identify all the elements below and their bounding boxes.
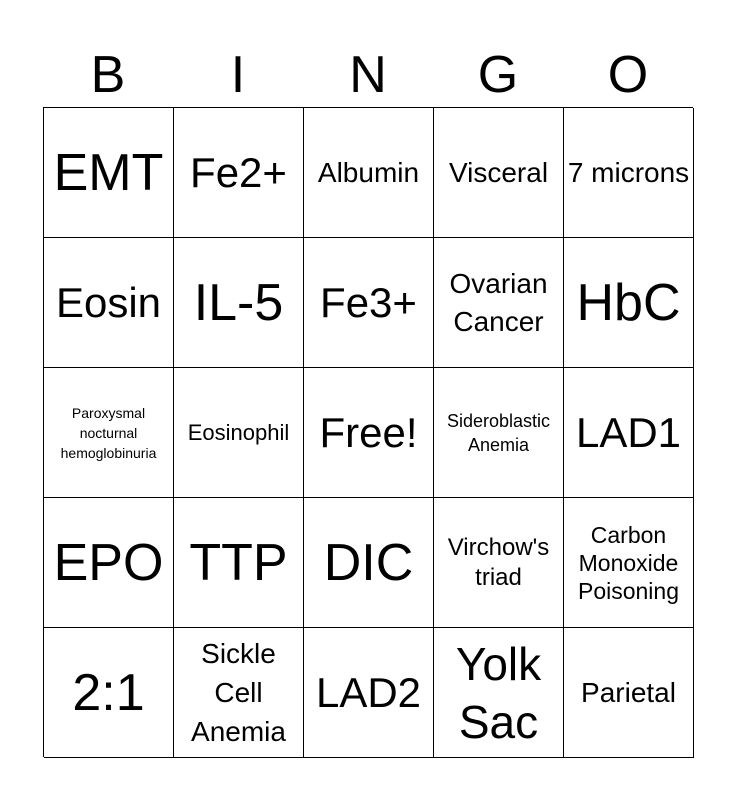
- bingo-cell[interactable]: [304, 498, 434, 628]
- cell-text: TTP: [189, 533, 288, 592]
- bingo-cell[interactable]: [304, 108, 434, 238]
- cell-text: Paroxysmal nocturnal hemoglobinuria: [60, 404, 157, 461]
- cell-text: EPO: [53, 533, 164, 592]
- cell-text: Carbon Monoxide Poisoning: [577, 521, 680, 604]
- bingo-header: [43, 44, 693, 106]
- bingo-cell[interactable]: [434, 108, 564, 238]
- bingo-cell[interactable]: [174, 108, 304, 238]
- bingo-cell[interactable]: [174, 368, 304, 498]
- cell-text: Ovarian Cancer: [449, 267, 548, 337]
- header-letter-n: N: [349, 46, 387, 104]
- bingo-cell[interactable]: [44, 238, 174, 368]
- cell-text: 7 microns: [567, 156, 690, 188]
- cell-text: LAD1: [575, 408, 682, 456]
- bingo-cell[interactable]: [564, 498, 694, 628]
- bingo-cell[interactable]: [174, 238, 304, 368]
- bingo-cell[interactable]: [434, 368, 564, 498]
- cell-text: IL-5: [193, 273, 284, 332]
- cell-text: HbC: [576, 273, 681, 332]
- cell-text: Albumin: [317, 156, 420, 188]
- bingo-cell[interactable]: [564, 108, 694, 238]
- bingo-cell[interactable]: [434, 238, 564, 368]
- cell-text: EMT: [53, 143, 164, 202]
- cell-text: Eosin: [55, 278, 162, 326]
- cell-text: Parietal: [581, 677, 676, 708]
- bingo-cell[interactable]: [44, 108, 174, 238]
- header-letter-b: B: [90, 46, 126, 104]
- bingo-cell[interactable]: [434, 498, 564, 628]
- bingo-cell[interactable]: [44, 628, 174, 758]
- bingo-cell[interactable]: [304, 238, 434, 368]
- cell-text: Fe3+: [320, 278, 417, 326]
- header-letter-o: O: [607, 46, 649, 104]
- cell-text: Sideroblastic Anemia: [446, 410, 551, 455]
- bingo-cell[interactable]: [304, 628, 434, 758]
- cell-text: Eosinophil: [187, 419, 290, 445]
- bingo-cell[interactable]: [44, 368, 174, 498]
- cell-text: Fe2+: [190, 148, 287, 196]
- bingo-cell[interactable]: [564, 238, 694, 368]
- bingo-cell[interactable]: [434, 628, 564, 758]
- cell-text: 2:1: [72, 663, 145, 722]
- cell-text: Yolk Sac: [455, 637, 542, 748]
- cell-text: LAD2: [315, 668, 422, 716]
- cell-text: Virchow's triad: [447, 533, 550, 591]
- cell-text: Visceral: [448, 157, 549, 188]
- bingo-cell[interactable]: [564, 368, 694, 498]
- bingo-cell[interactable]: [304, 368, 434, 498]
- bingo-cell[interactable]: [174, 628, 304, 758]
- cell-text: DIC: [323, 533, 414, 592]
- header-letter-i: I: [230, 46, 246, 104]
- bingo-cell[interactable]: [564, 628, 694, 758]
- bingo-cell[interactable]: [44, 498, 174, 628]
- bingo-cell[interactable]: [174, 498, 304, 628]
- cell-text: Sickle Cell Anemia: [191, 638, 286, 747]
- header-letter-g: G: [477, 46, 519, 104]
- cell-text: Free!: [319, 408, 418, 456]
- bingo-grid: [43, 107, 693, 757]
